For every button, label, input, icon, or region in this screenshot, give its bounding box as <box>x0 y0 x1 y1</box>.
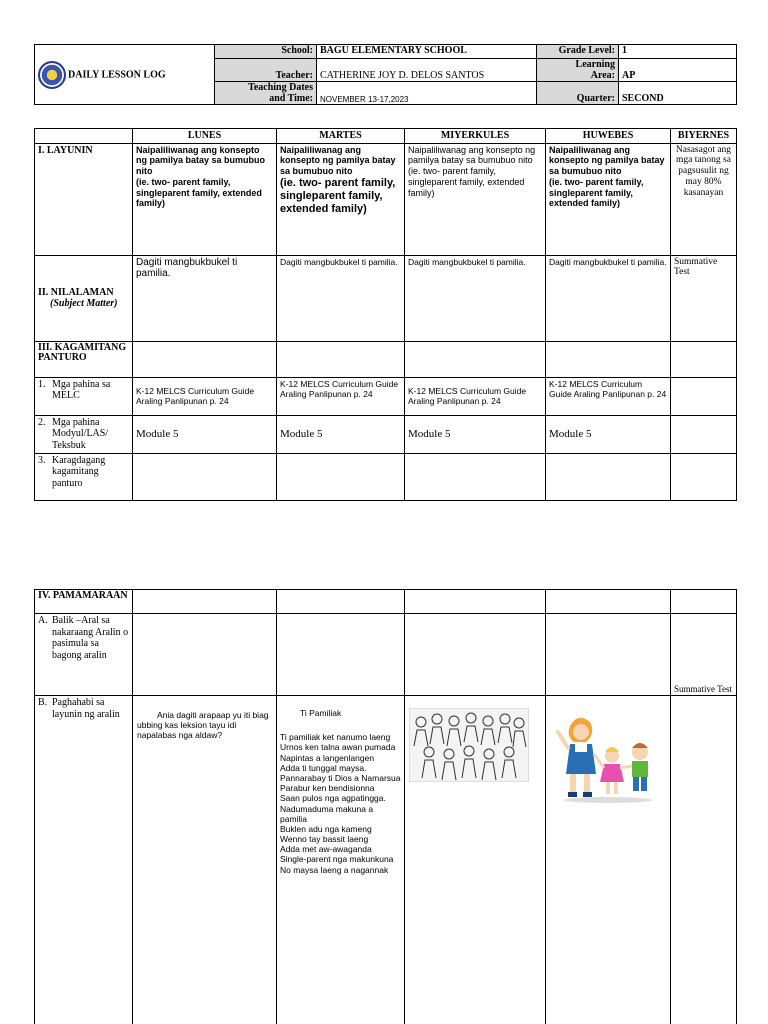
objective-biyernes: Nasasagot ang mga tanong sa pagsusulit ng may 80% kasanayan <box>671 143 737 255</box>
module-text: Mga pahina Modyul/LAS/ Teksbuk <box>52 416 109 451</box>
kagamitan-label: III. KAGAMITANG PANTURO <box>35 341 133 377</box>
objective-lunes-main: Naipaliliwanag ang konsepto ng pamilya batay sa bumubuo nito <box>136 144 266 177</box>
corner-cell <box>35 129 133 144</box>
balik-aral-huwebes <box>546 614 671 696</box>
pamamaraan-miyerkules <box>405 590 546 614</box>
area-label-line2: Area: <box>590 70 615 81</box>
poem-line: Nadumaduma makuna a pamilia <box>280 803 374 824</box>
objective-miyerkules <box>405 143 546 255</box>
paghahabi-miyerkules <box>405 696 546 1024</box>
balik-aral-number: A. <box>38 615 48 626</box>
content-lunes: Dagiti mangbukbukel ti pamilia. <box>133 255 277 341</box>
extended-family-drawing-icon <box>409 708 529 782</box>
deped-seal-icon <box>38 61 66 89</box>
paghahabi-number: B. <box>38 697 48 708</box>
day-martes: MARTES <box>277 129 405 144</box>
balik-aral-row <box>38 615 129 661</box>
melc-label <box>35 377 133 415</box>
poem-line: Wenno tay bassit laeng <box>280 834 369 845</box>
balik-aral-label <box>35 614 133 696</box>
logo-cell <box>35 45 215 105</box>
objective-martes <box>277 143 405 255</box>
area-label <box>537 59 619 82</box>
paghahabi-text: Paghahabi sa layunin ng aralin <box>52 697 120 720</box>
balik-aral-biyernes: Summative Test <box>671 614 737 696</box>
nilalaman-title: II. NILALAMAN <box>38 286 114 298</box>
poem-line: Single-parent nga makunkuna <box>280 854 394 865</box>
poem-line: Adda ti tunggal maysa. <box>280 762 367 773</box>
poem-line: Urnos ken talna awan pumada <box>280 742 396 753</box>
module-biyernes <box>671 415 737 453</box>
paghahabi-huwebes <box>546 696 671 1024</box>
balik-aral-lunes <box>133 614 277 696</box>
dates-value: NOVEMBER 13-17,2023 <box>317 82 537 105</box>
dates-label-line1: Teaching Dates <box>248 82 313 93</box>
paghahabi-row <box>38 697 129 720</box>
melc-martes: K-12 MELCS Curriculum Guide Araling Panlipunan p. 24 <box>277 377 405 415</box>
kagamitan-martes <box>277 341 405 377</box>
karagdagang-label <box>35 453 133 500</box>
module-number: 2. <box>38 416 46 428</box>
objective-martes-main: Naipaliliwanag ang konsepto ng pamilya batay sa bumubuo nito <box>280 144 396 177</box>
layunin-label: I. LAYUNIN <box>35 143 133 255</box>
melc-biyernes <box>671 377 737 415</box>
grade-label: Grade Level: <box>537 45 619 59</box>
module-lunes: Module 5 <box>133 415 277 453</box>
balik-aral-text: Balik –Aral sa nakaraang Aralin o pasimula sa bagong aralin <box>52 615 129 661</box>
paghahabi-biyernes <box>671 696 737 1024</box>
kagamitan-biyernes <box>671 341 737 377</box>
melc-text: Mga pahina sa MELC <box>52 378 111 401</box>
module-martes: Module 5 <box>277 415 405 453</box>
balik-aral-martes <box>277 614 405 696</box>
quarter-label: Quarter: <box>537 82 619 105</box>
kagamitan-miyerkules <box>405 341 546 377</box>
grade-value: 1 <box>619 45 737 59</box>
objective-lunes-ex: (ie. two- parent family, singleparent family, extended family) <box>136 176 262 209</box>
poem-line: Buklen adu nga kameng <box>280 823 372 834</box>
melc-number: 1. <box>38 378 46 390</box>
melc-huwebes: K-12 MELCS Curriculum Guide Araling Panlipunan p. 24 <box>546 377 671 415</box>
day-miyerkules: MIYERKULES <box>405 129 546 144</box>
header-table <box>34 44 737 105</box>
lesson-table-top <box>34 128 737 501</box>
objective-lunes <box>133 143 277 255</box>
pamamaraan-lunes <box>133 590 277 614</box>
objective-huwebes-ex: (ie. two- parent family, singleparent family, extended family) <box>549 176 644 209</box>
melc-miyerkules: K-12 MELCS Curriculum Guide Araling Panlipunan p. 24 <box>405 377 546 415</box>
pamamaraan-label: IV. PAMAMARAAN <box>35 590 133 614</box>
balik-aral-miyerkules <box>405 614 546 696</box>
karagdagang-lunes <box>133 453 277 500</box>
quarter-value: SECOND <box>619 82 737 105</box>
area-value: AP <box>619 59 737 82</box>
day-huwebes: HUWEBES <box>546 129 671 144</box>
paghahabi-label <box>35 696 133 1024</box>
nilalaman-label <box>35 255 133 341</box>
module-miyerkules: Module 5 <box>405 415 546 453</box>
poem-title: Ti Pamiliak <box>300 708 342 718</box>
poem-line: Napintas a langenlangen <box>280 752 375 763</box>
day-lunes: LUNES <box>133 129 277 144</box>
content-huwebes: Dagiti mangbukbukel ti pamilia. <box>546 255 671 341</box>
area-label-line1: Learning <box>575 59 615 70</box>
teacher-value: CATHERINE JOY D. DELOS SANTOS <box>317 59 537 82</box>
karagdagang-number: 3. <box>38 454 46 466</box>
paghahabi-martes <box>277 696 405 1024</box>
karagdagang-biyernes <box>671 453 737 500</box>
melc-lunes: K-12 MELCS Curriculum Guide Araling Panlipunan p. 24 <box>133 377 277 415</box>
kagamitan-lunes <box>133 341 277 377</box>
karagdagang-text: Karagdagang kagamitang panturo <box>52 454 106 489</box>
content-miyerkules: Dagiti mangbukbukel ti pamilia. <box>405 255 546 341</box>
single-parent-family-icon <box>556 712 660 804</box>
pamamaraan-biyernes <box>671 590 737 614</box>
paghahabi-lunes: Ania dagiti arapaap yu iti biag ubbing kas leksion tayu idi napalabas nga aldaw? <box>133 696 277 1024</box>
lesson-table-bottom <box>34 589 737 1024</box>
objective-miyerkules-main: Naipaliliwanag ang konsepto ng pamilya batay sa bumubuo nito <box>408 144 536 166</box>
school-value: BAGU ELEMENTARY SCHOOL <box>317 45 537 59</box>
melc-label-row <box>38 379 129 402</box>
karagdagang-miyerkules <box>405 453 546 500</box>
objective-miyerkules-ex: (ie. two- parent family, singleparent family, extended family) <box>408 166 525 198</box>
poem-line: No maysa laeng a nagannak <box>280 864 389 875</box>
poem-line: Ti pamiliak ket nanumo laeng <box>280 732 391 743</box>
day-biyernes: BIYERNES <box>671 129 737 144</box>
pamamaraan-martes <box>277 590 405 614</box>
poem-line: Pannarabay ti Dios a Namarsua <box>280 772 401 783</box>
teacher-label: Teacher: <box>215 59 317 82</box>
subject-matter-label: (Subject Matter) <box>50 298 118 310</box>
poem-line: Adda met aw-awaganda <box>280 844 372 855</box>
karagdagang-huwebes <box>546 453 671 500</box>
karagdagang-martes <box>277 453 405 500</box>
module-label <box>35 415 133 453</box>
pamamaraan-huwebes <box>546 590 671 614</box>
poem-line: Parabur ken bendisionna <box>280 783 375 794</box>
dates-label-line2: and Time: <box>269 93 313 104</box>
karagdagang-label-row <box>38 455 129 490</box>
module-huwebes: Module 5 <box>546 415 671 453</box>
module-label-row <box>38 417 129 452</box>
content-martes: Dagiti mangbukbukel ti pamilia. <box>277 255 405 341</box>
objective-huwebes-main: Naipaliliwanag ang konsepto ng pamilya batay sa bumubuo nito <box>549 144 665 177</box>
objective-huwebes <box>546 143 671 255</box>
school-label: School: <box>215 45 317 59</box>
dates-label <box>215 82 317 105</box>
content-biyernes: Summative Test <box>671 255 737 341</box>
poem-line: Saan pulos nga agpatingga. <box>280 793 386 804</box>
log-title: DAILY LESSON LOG <box>68 68 166 80</box>
kagamitan-huwebes <box>546 341 671 377</box>
objective-martes-ex: (ie. two- parent family, singleparent family, extended family) <box>280 176 396 216</box>
